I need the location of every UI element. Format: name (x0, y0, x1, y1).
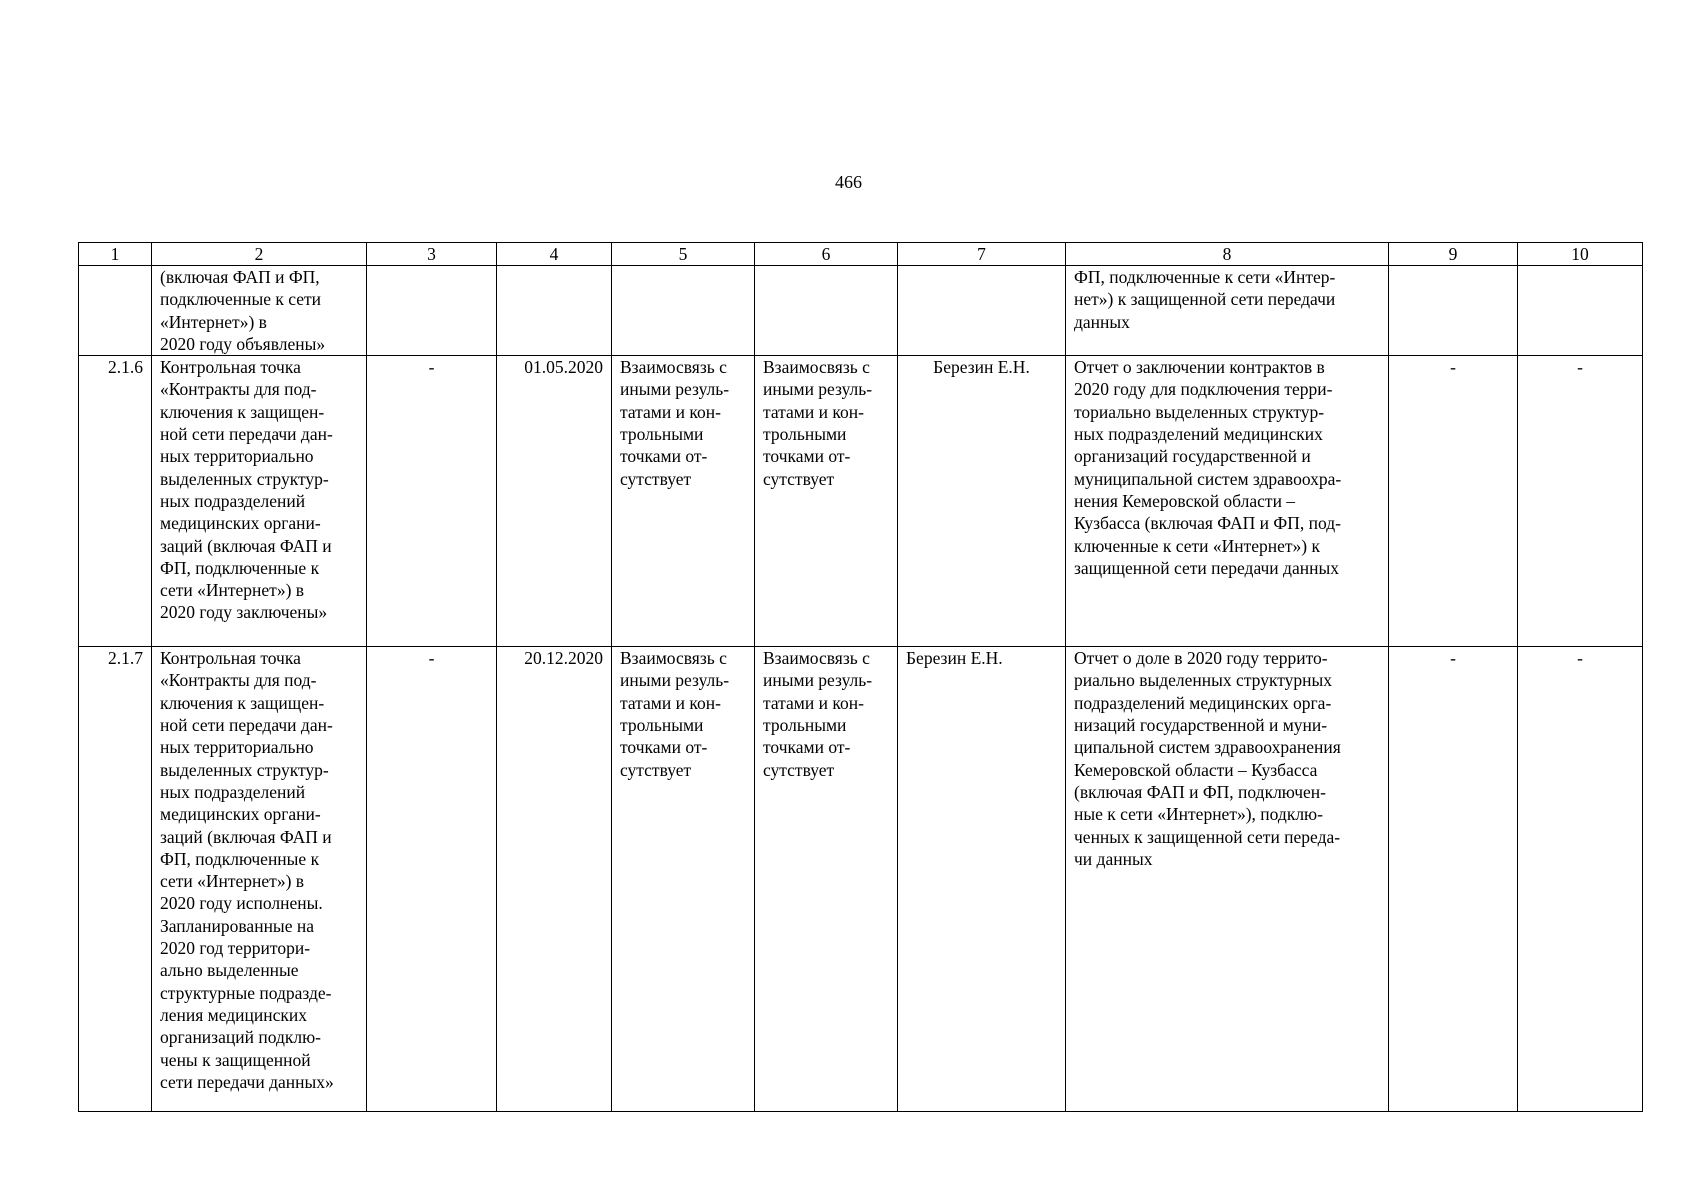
text-line: 2020 год территори- (160, 938, 311, 959)
text-line: ФП, подключенные к (160, 557, 320, 578)
row-number-cell: 2.1.7 (79, 647, 152, 1112)
text-line: нения Кемеровской области – (1074, 490, 1296, 511)
successor-cell (755, 647, 898, 1112)
successor-cell (755, 266, 898, 356)
text-line: иными резуль- (620, 379, 730, 400)
text-line: ные к сети «Интернет»), подклю- (1074, 804, 1323, 825)
text-line: организаций государственной и (1074, 446, 1311, 467)
text-line: низаций государственной и муни- (1074, 715, 1328, 736)
text-line: подключенные к сети (160, 289, 321, 310)
table-row (79, 266, 1643, 356)
text-line: 2020 году объявлены» (160, 333, 326, 354)
text-line: татами и кон- (620, 692, 721, 713)
text-line: ных подразделений медицинских (1074, 424, 1323, 445)
text-line: Контрольная точка (160, 648, 301, 669)
text-line: сутствует (763, 759, 835, 780)
text-line: чены к защищенной (160, 1049, 311, 1070)
text-line: ченных к защищенной сети переда- (1074, 826, 1341, 847)
text-line: Взаимосвязь с (620, 357, 727, 378)
text-line: ления медицинских (160, 1004, 308, 1025)
text-line: «Контракты для под- (160, 670, 317, 691)
table-row (79, 356, 1643, 647)
text-line: защищенной сети передачи данных (1074, 557, 1339, 578)
result-cell (1066, 356, 1389, 647)
page-number: 466 (835, 172, 862, 192)
column-header: 2 (152, 243, 367, 266)
text-line: ФП, подключенные к сети «Интер- (1074, 267, 1336, 287)
column-header: 8 (1066, 243, 1389, 266)
text-line: Кузбасса (включая ФАП и ФП, под- (1074, 513, 1341, 534)
text-line: трольными (620, 424, 704, 445)
text-line: трольными (763, 424, 847, 445)
text-line: данных (1074, 311, 1130, 332)
text-line: иными резуль- (763, 379, 873, 400)
text-line: медицинских органи- (160, 513, 321, 534)
row-number-cell: 2.1.6 (79, 356, 152, 647)
end-date-cell: 20.12.2020 (497, 647, 612, 1112)
predecessor-cell (612, 356, 755, 647)
text-line: сутствует (620, 759, 692, 780)
column-header: 1 (79, 243, 152, 266)
text-line: Взаимосвязь с (620, 648, 727, 669)
text-line: трольными (620, 715, 704, 736)
text-line: медицинских органи- (160, 804, 321, 825)
start-date-cell: - (367, 356, 497, 647)
end-date-cell: 01.05.2020 (497, 356, 612, 647)
column-header: 9 (1389, 243, 1518, 266)
text-line: Отчет о заключении контрактов в (1074, 357, 1325, 378)
text-line: Запланированные на (160, 915, 314, 936)
text-line: «Контракты для под- (160, 379, 317, 400)
text-line: «Интернет») в (160, 311, 267, 332)
text-line: ных территориально (160, 446, 314, 467)
text-line: (включая ФАП и ФП, подключен- (1074, 781, 1326, 802)
text-line: 2020 году заключены» (160, 602, 328, 623)
text-line: ных территориально (160, 737, 314, 758)
start-date-cell (367, 266, 497, 356)
text-line: муниципальной систем здравоохра- (1074, 468, 1342, 489)
table-row (79, 647, 1643, 1112)
text-line: риально выделенных структурных (1074, 670, 1333, 691)
text-line: сети передачи данных» (160, 1071, 334, 1092)
text-line: заций (включая ФАП и (160, 535, 332, 556)
text-line: сутствует (763, 468, 835, 489)
col9-cell: - (1389, 356, 1518, 647)
column-header: 4 (497, 243, 612, 266)
text-line: ных подразделений (160, 781, 306, 802)
text-line: заций (включая ФАП и (160, 826, 332, 847)
column-header: 7 (898, 243, 1066, 266)
text-line: ной сети передачи дан- (160, 715, 333, 736)
text-line: ключения к защищен- (160, 692, 325, 713)
col10-cell: - (1518, 647, 1643, 1112)
text-line: ципальной систем здравоохранения (1074, 737, 1341, 758)
text-line: точками от- (620, 737, 708, 758)
text-line: ФП, подключенные к (160, 848, 320, 869)
col10-cell (1518, 266, 1643, 356)
text-line: сети «Интернет») в (160, 871, 305, 892)
control-point-cell (152, 356, 367, 647)
column-header: 3 (367, 243, 497, 266)
text-line: Контрольная точка (160, 357, 301, 378)
text-line: Кемеровской области – Кузбасса (1074, 759, 1318, 780)
text-line: татами и кон- (763, 692, 864, 713)
column-header: 5 (612, 243, 755, 266)
text-line: сети «Интернет») в (160, 580, 305, 601)
text-line: ключенные к сети «Интернет») к (1074, 535, 1321, 556)
control-point-cell (152, 266, 367, 356)
text-line: выделенных структур- (160, 759, 329, 780)
text-line: нет») к защищенной сети передачи (1074, 289, 1336, 310)
text-line: Взаимосвязь с (763, 648, 870, 669)
text-line: ториально выделенных структур- (1074, 401, 1325, 422)
text-line: трольными (763, 715, 847, 736)
text-line: 2020 году исполнены. (160, 893, 323, 914)
document-table (78, 242, 1643, 1112)
column-header: 6 (755, 243, 898, 266)
result-cell (1066, 647, 1389, 1112)
col10-cell: - (1518, 356, 1643, 647)
text-line: чи данных (1074, 848, 1153, 869)
start-date-cell: - (367, 647, 497, 1112)
text-line: выделенных структур- (160, 468, 329, 489)
column-header: 10 (1518, 243, 1643, 266)
responsible-cell: Березин Е.Н. (898, 356, 1066, 647)
text-line: 2020 году для подключения терри- (1074, 379, 1333, 400)
text-line: организаций подклю- (160, 1027, 321, 1048)
predecessor-cell (612, 647, 755, 1112)
text-line: (включая ФАП и ФП, (160, 267, 320, 287)
text-line: точками от- (763, 446, 851, 467)
text-line: структурные подразде- (160, 982, 332, 1003)
responsible-cell (898, 266, 1066, 356)
text-line: Взаимосвязь с (763, 357, 870, 378)
responsible-cell: Березин Е.Н. (898, 647, 1066, 1112)
predecessor-cell (612, 266, 755, 356)
text-line: татами и кон- (620, 401, 721, 422)
text-line: иными резуль- (763, 670, 873, 691)
text-line: татами и кон- (763, 401, 864, 422)
successor-cell (755, 356, 898, 647)
end-date-cell (497, 266, 612, 356)
text-line: подразделений медицинских орга- (1074, 692, 1332, 713)
col9-cell: - (1389, 647, 1518, 1112)
row-number-cell (79, 266, 152, 356)
text-line: точками от- (620, 446, 708, 467)
header-row (79, 243, 1643, 266)
col9-cell (1389, 266, 1518, 356)
control-point-cell (152, 647, 367, 1112)
result-cell (1066, 266, 1389, 356)
text-line: ной сети передачи дан- (160, 424, 333, 445)
text-line: сутствует (620, 468, 692, 489)
text-line: ально выделенные (160, 960, 299, 981)
text-line: ных подразделений (160, 490, 306, 511)
text-line: Отчет о доле в 2020 году террито- (1074, 648, 1328, 669)
text-line: точками от- (763, 737, 851, 758)
text-line: ключения к защищен- (160, 401, 325, 422)
text-line: иными резуль- (620, 670, 730, 691)
